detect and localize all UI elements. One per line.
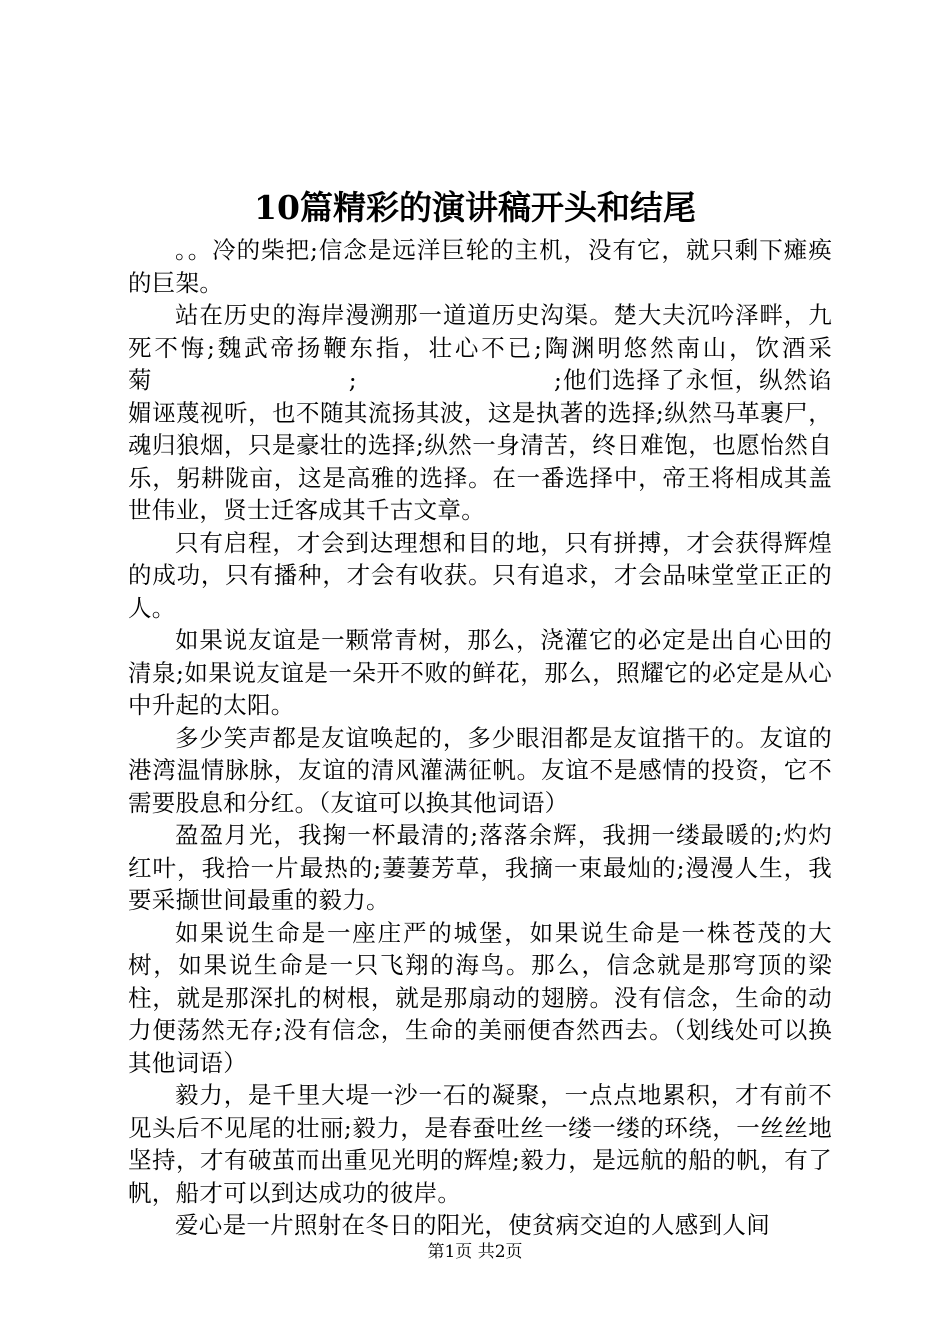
- document-body: [128, 234, 832, 1242]
- paragraph-4: 如果说友谊是一颗常青树，那么，浇灌它的必定是出自心田的清泉;如果说友谊是一朵开不败的鲜花，那么，照耀它的必定是从心中升起的太阳。: [128, 626, 832, 719]
- paragraph-3: 只有启程，才会到达理想和目的地，只有拼搏，才会获得辉煌的成功，只有播种，才会有收获。只有追求，才会品味堂堂正正的人。: [128, 528, 832, 622]
- paragraph-2: 站在历史的海岸漫溯那一道道历史沟渠。楚大夫沉吟泽畔，九死不悔;魏武帝扬鞭东指，壮心不已;陶渊明悠然南山，饮酒采菊 ; ;他们选择了永恒，纵然谄媚诬蔑视听，也不随其流扬其波，这是执著的选择;纵然马革裹尸，魂归狼烟，只是豪壮的选择;纵然一身清苦，终日难饱，也愿怡然自乐，躬耕陇亩，这是高雅的选择。在一番选择中，帝王将相成其盖世伟业，贤士迁客成其千古文章。: [128, 301, 832, 524]
- page-footer: 第1页 共2页: [427, 1242, 523, 1262]
- paragraph-7: 如果说生命是一座庄严的城堡，如果说生命是一株苍茂的大树，如果说生命是一只飞翔的海鸟。那么，信念就是那穹顶的梁柱，就是那深扎的树根，就是那扇动的翅膀。没有信念，生命的动力便荡然无存;没有信念，生命的美丽便杳然西去。（划线处可以换其他词语）: [128, 918, 832, 1077]
- paragraph-5: 多少笑声都是友谊唤起的，多少眼泪都是友谊揩干的。友谊的港湾温情脉脉，友谊的清风灌满征帆。友谊不是感情的投资，它不需要股息和分红。（友谊可以换其他词语）: [128, 723, 832, 817]
- paragraph-9: 爱心是一片照射在冬日的阳光，使贫病交迫的人感到人间: [175, 1211, 770, 1239]
- paragraph-8: 毅力，是千里大堤一沙一石的凝聚，一点点地累积，才有前不见头后不见尾的壮丽;毅力，是春蚕吐丝一缕一缕的环绕，一丝丝地坚持，才有破茧而出重见光明的辉煌;毅力，是远航的船的帆，有了帆，船才可以到达成功的彼岸。: [128, 1081, 832, 1207]
- paragraph-6: 盈盈月光，我掬一杯最清的;落落余辉，我拥一缕最暖的;灼灼红叶，我拾一片最热的;萋萋芳草，我摘一束最灿的;漫漫人生，我要采撷世间最重的毅力。: [128, 821, 832, 914]
- page-title: 10篇精彩的演讲稿开头和结尾: [254, 188, 696, 227]
- paragraph-1: 。。冷的柴把;信念是远洋巨轮的主机，没有它，就只剩下瘫痪的巨架。: [128, 236, 832, 297]
